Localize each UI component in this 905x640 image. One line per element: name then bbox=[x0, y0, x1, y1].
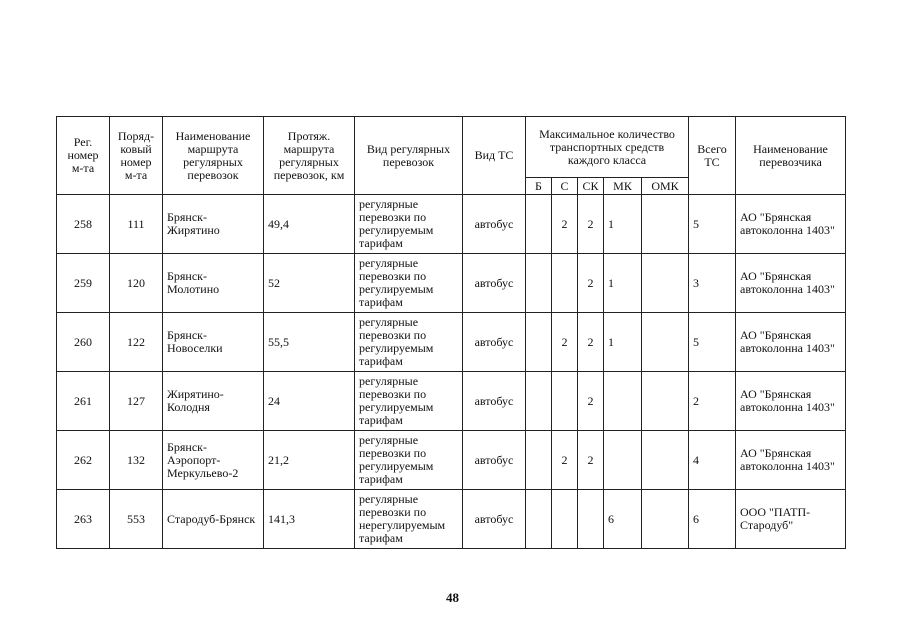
page-number: 48 bbox=[446, 590, 459, 605]
carrier-name: АО "Брянская автоколонна 1403" bbox=[736, 195, 846, 254]
route-length: 55,5 bbox=[264, 313, 355, 372]
route-name: Брянск-Новоселки bbox=[163, 313, 264, 372]
total-vehicles: 2 bbox=[689, 372, 736, 431]
vehicle-type: автобус bbox=[463, 431, 526, 490]
table-row bbox=[57, 195, 846, 254]
header-class-mk: МК bbox=[604, 178, 642, 195]
header-reg-number: Рег. номер м-та bbox=[57, 117, 110, 195]
class-mk-count: 6 bbox=[604, 490, 642, 549]
class-sk-count: 2 bbox=[578, 195, 604, 254]
class-mk-count bbox=[604, 431, 642, 490]
header-route-name: Наименование маршрута регулярных перевозок bbox=[163, 117, 264, 195]
table-row bbox=[57, 372, 846, 431]
class-s-count bbox=[552, 254, 578, 313]
carrier-name: АО "Брянская автоколонна 1403" bbox=[736, 254, 846, 313]
vehicle-type: автобус bbox=[463, 490, 526, 549]
class-sk-count: 2 bbox=[578, 254, 604, 313]
class-b-count bbox=[526, 313, 552, 372]
seq-number: 120 bbox=[110, 254, 163, 313]
class-omk-count bbox=[642, 372, 689, 431]
header-class-omk: ОМК bbox=[642, 178, 689, 195]
seq-number: 122 bbox=[110, 313, 163, 372]
header-vehicle-type: Вид ТС bbox=[463, 117, 526, 195]
header-transport-kind: Вид регулярных перевозок bbox=[355, 117, 463, 195]
class-mk-count: 1 bbox=[604, 195, 642, 254]
route-name: Брянск-Жирятино bbox=[163, 195, 264, 254]
table-row bbox=[57, 490, 846, 549]
transport-kind: регулярные перевозки по нерегулируемым тарифам bbox=[355, 490, 463, 549]
header-class-b: Б bbox=[526, 178, 552, 195]
reg-number: 261 bbox=[57, 372, 110, 431]
route-length: 49,4 bbox=[264, 195, 355, 254]
class-sk-count: 2 bbox=[578, 372, 604, 431]
reg-number: 262 bbox=[57, 431, 110, 490]
header-route-length: Протяж. маршрута регулярных перевозок, км bbox=[264, 117, 355, 195]
header-class-sk: СК bbox=[578, 178, 604, 195]
route-length: 141,3 bbox=[264, 490, 355, 549]
class-omk-count bbox=[642, 490, 689, 549]
carrier-name: АО "Брянская автоколонна 1403" bbox=[736, 313, 846, 372]
seq-number: 132 bbox=[110, 431, 163, 490]
route-name: Жирятино-Колодня bbox=[163, 372, 264, 431]
routes-table-body bbox=[57, 195, 846, 549]
class-b-count bbox=[526, 490, 552, 549]
route-name: Брянск-Молотино bbox=[163, 254, 264, 313]
transport-kind: регулярные перевозки по регулируемым тарифам bbox=[355, 254, 463, 313]
seq-number: 553 bbox=[110, 490, 163, 549]
table-row bbox=[57, 313, 846, 372]
transport-kind: регулярные перевозки по регулируемым тарифам bbox=[355, 313, 463, 372]
route-length: 52 bbox=[264, 254, 355, 313]
class-omk-count bbox=[642, 254, 689, 313]
class-b-count bbox=[526, 431, 552, 490]
transport-kind: регулярные перевозки по регулируемым тарифам bbox=[355, 372, 463, 431]
carrier-name: АО "Брянская автоколонна 1403" bbox=[736, 372, 846, 431]
vehicle-type: автобус bbox=[463, 254, 526, 313]
class-omk-count bbox=[642, 431, 689, 490]
transport-kind: регулярные перевозки по регулируемым тарифам bbox=[355, 431, 463, 490]
class-s-count bbox=[552, 372, 578, 431]
transport-kind: регулярные перевозки по регулируемым тарифам bbox=[355, 195, 463, 254]
class-s-count: 2 bbox=[552, 313, 578, 372]
carrier-name: ООО "ПАТП-Стародуб" bbox=[736, 490, 846, 549]
class-b-count bbox=[526, 254, 552, 313]
total-vehicles: 6 bbox=[689, 490, 736, 549]
class-omk-count bbox=[642, 195, 689, 254]
carrier-name: АО "Брянская автоколонна 1403" bbox=[736, 431, 846, 490]
header-class-s: С bbox=[552, 178, 578, 195]
class-b-count bbox=[526, 372, 552, 431]
total-vehicles: 5 bbox=[689, 313, 736, 372]
total-vehicles: 5 bbox=[689, 195, 736, 254]
route-name: Стародуб-Брянск bbox=[163, 490, 264, 549]
header-seq-number: Поряд-ковый номер м-та bbox=[110, 117, 163, 195]
reg-number: 258 bbox=[57, 195, 110, 254]
reg-number: 259 bbox=[57, 254, 110, 313]
route-length: 24 bbox=[264, 372, 355, 431]
reg-number: 260 bbox=[57, 313, 110, 372]
header-total-vehicles: Всего ТС bbox=[689, 117, 736, 195]
total-vehicles: 3 bbox=[689, 254, 736, 313]
header-carrier: Наименование перевозчика bbox=[736, 117, 846, 195]
reg-number: 263 bbox=[57, 490, 110, 549]
route-length: 21,2 bbox=[264, 431, 355, 490]
table-row bbox=[57, 254, 846, 313]
class-b-count bbox=[526, 195, 552, 254]
seq-number: 111 bbox=[110, 195, 163, 254]
class-mk-count bbox=[604, 372, 642, 431]
routes-table bbox=[56, 116, 846, 549]
class-sk-count: 2 bbox=[578, 431, 604, 490]
vehicle-type: автобус bbox=[463, 195, 526, 254]
vehicle-type: автобус bbox=[463, 313, 526, 372]
class-mk-count: 1 bbox=[604, 313, 642, 372]
header-max-vehicles: Максимальное количество транспортных средств каждого класса bbox=[526, 117, 689, 178]
seq-number: 127 bbox=[110, 372, 163, 431]
class-omk-count bbox=[642, 313, 689, 372]
class-sk-count: 2 bbox=[578, 313, 604, 372]
route-name: Брянск-Аэропорт-Меркульево-2 bbox=[163, 431, 264, 490]
class-s-count: 2 bbox=[552, 195, 578, 254]
class-s-count: 2 bbox=[552, 431, 578, 490]
table-row bbox=[57, 431, 846, 490]
class-mk-count: 1 bbox=[604, 254, 642, 313]
total-vehicles: 4 bbox=[689, 431, 736, 490]
class-s-count bbox=[552, 490, 578, 549]
vehicle-type: автобус bbox=[463, 372, 526, 431]
class-sk-count bbox=[578, 490, 604, 549]
